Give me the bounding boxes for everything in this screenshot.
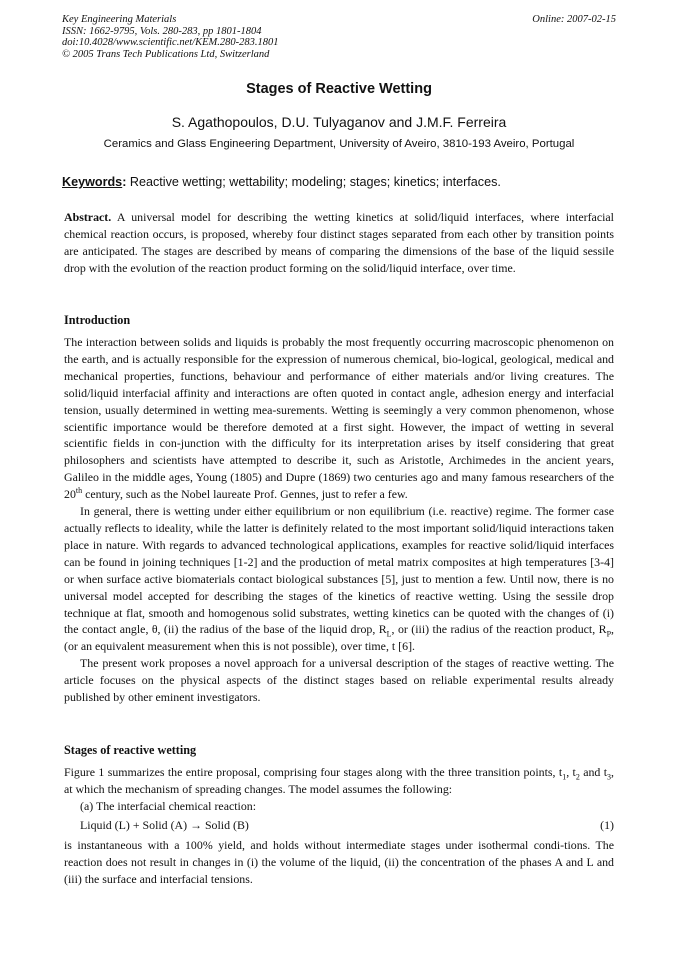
intro-paragraph-1: The interaction between solids and liquids is probably the most frequently occurring macroscopic phenomenon on the earth, and is actually responsible for the expression of numerous chemical, bio-logical, geological, medical and mechanical properties, functions, behaviour and performance of either materials and/or living creatures. The solid/liquid interfacial affinity and interactions are often quoted in contact angle, adhesion energy and interfacial tension, usually determined in wetting mea-surements. Wetting is seemingly a very common phenomenon, whose scientific importance would be therefore demoted at a first sight. However, the impact of wetting in several scientific fields in con-junction with the difficulty for its interpretation arises by itself considering that great philosophers and scientists have attempted to describe it, such as Aristotle, Archimedes in the ancient years, Galileo in the middle ages, Young (1805) and Dupre (1869) two centuries ago and many famous researchers of the 20th century, such as the Nobel laureate Prof. Gennes, just to refer a few. <box>64 335 614 502</box>
intro-paragraph-3: The present work proposes a novel approach for a universal description of the stages of reactive wetting. The article focuses on the physical aspects of the distinct stages based on reliable experimental results already published by other eminent investigators. <box>64 656 614 705</box>
issn-line: ISSN: 1662-9795, Vols. 280-283, pp 1801-1804 <box>62 25 262 37</box>
keywords-label: Keywords <box>62 175 123 189</box>
abstract <box>64 209 614 277</box>
intro-paragraph-2: In general, there is wetting under either equilibrium or non equilibrium (i.e. reactive) regime. The former case actually reflects to ideality, while the latter is definitely related to the most important solid/liquid interactions taken place in nature. With regards to advanced technological applications, examples for reactive solid/liquid interfaces can be found in joining techniques [1-2] and the production of metal matrix composites at high temperatures [3-4] or when surface active biomaterials contact biological substances [5], just to mention a few. Until now, there is no universal model accepted for describing the stages of the kinetics of reactive wetting. Using the sessile drop technique at flat, smooth and homogenous solid substrates, wetting kinetics can be quoted with the changes of (i) the contact angle, θ, (ii) the radius of the base of the liquid drop, $R_L$, or (iii) the radius of the reaction product, $R_P$, (or an equivalent measurement when this is not possible), over time, t [6]. <box>64 504 614 654</box>
journal-header <box>62 14 616 60</box>
keywords-text: Reactive wetting; wettability; modeling; stages; kinetics; interfaces. <box>126 175 501 189</box>
introduction-heading: Introduction <box>64 313 131 327</box>
copyright-line: © 2005 Trans Tech Publications Ltd, Switzerland <box>62 48 270 60</box>
stages-body <box>64 764 614 815</box>
stages-body-2 <box>64 837 614 888</box>
equation-1 <box>80 818 614 833</box>
authors: S. Agathopoulos, D.U. Tulyaganov and J.M.F. Ferreira <box>171 114 507 130</box>
introduction-body <box>64 334 614 706</box>
assumption-a: (a) The interfacial chemical reaction: <box>80 798 257 813</box>
keywords-colon: : <box>122 175 127 189</box>
abstract-label: Abstract. <box>64 210 112 224</box>
stages-paragraph-2: is instantaneous with a 100% yield, and holds without intermediate stages under isothermal condi-tions. The reaction does not result in changes in (i) the volume of the liquid, (ii) the concentration of the phases A and L and (iii) the surface and interfacial tensions. <box>64 838 614 886</box>
affiliation: Ceramics and Glass Engineering Department, University of Aveiro, 3810-193 Aveiro, Portugal <box>103 138 575 150</box>
equation-number: (1) <box>600 818 614 832</box>
doi-line: doi:10.4028/www.scientific.net/KEM.280-283.1801 <box>62 37 279 49</box>
online-date: Online: 2007-02-15 <box>532 14 616 25</box>
stages-paragraph-1: Figure 1 summarizes the entire proposal, comprising four stages along with the three transition points, $t_1$, $t_2$ and $t_3$, at which the mechanism of spreading changes. The model assumes the following: <box>64 765 615 796</box>
equation-text: Liquid (L) + Solid (A) → Solid (B) <box>80 818 249 832</box>
journal-name: Key Engineering Materials <box>62 14 177 25</box>
paper-title: Stages of Reactive Wetting <box>246 81 432 97</box>
superscript-th: th <box>75 486 83 496</box>
keywords <box>62 175 618 189</box>
abstract-text: A universal model for describing the wetting kinetics at solid/liquid interfaces, where interfacial chemical reaction occurs, is proposed, whereby four distinct stages separated from each other by transition points are anticipated. The stages are described by means of comparing the dimensions of the base of the liquid sessile drop with the evolution of the reaction product forming on the solid/liquid interface, over time. <box>64 210 614 275</box>
stages-heading: Stages of reactive wetting <box>64 743 197 757</box>
